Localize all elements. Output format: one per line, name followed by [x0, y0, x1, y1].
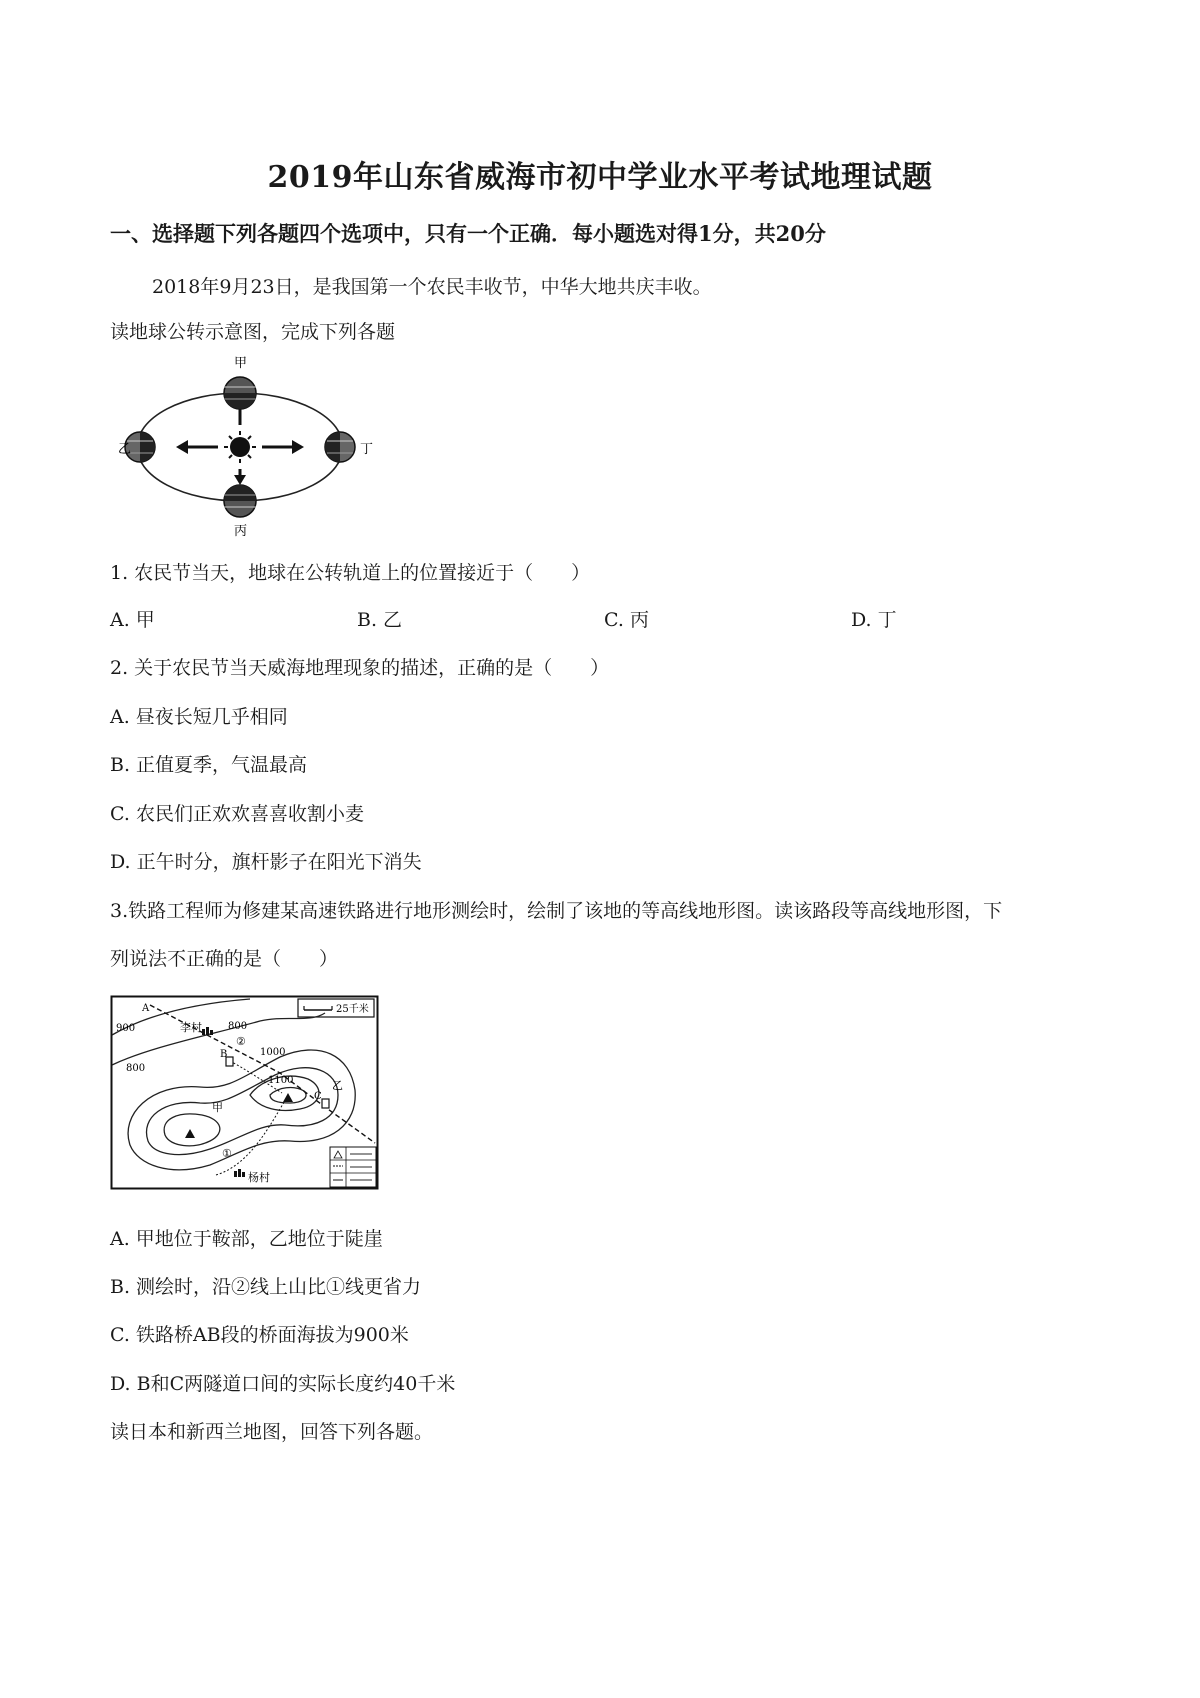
- point-label-yi: 乙: [332, 1079, 343, 1092]
- q1-option-c: C. 丙: [604, 609, 649, 631]
- contour-map: [110, 995, 380, 1195]
- contour-label-1100: 1100: [268, 1075, 294, 1086]
- section-heading: 一、选择题下列各题四个选项中，只有一个正确．每小题选对得1分，共20分: [110, 221, 826, 246]
- earth-ding: [325, 432, 355, 462]
- intro-text: 2018年9月23日，是我国第一个农民丰收节，中华大地共庆丰收。: [152, 276, 712, 298]
- q1-option-d: D. 丁: [851, 609, 897, 631]
- q1-option-a: A. 甲: [110, 609, 155, 631]
- label-ding: 丁: [360, 442, 374, 457]
- map-legend: [330, 1147, 376, 1187]
- label-yi: 乙: [118, 442, 132, 457]
- route-label-2: ②: [236, 1035, 246, 1048]
- q2-option-c: C. 农民们正欢欢喜喜收割小麦: [110, 803, 364, 825]
- sun: [224, 431, 256, 463]
- contour-label-900: 900: [116, 1023, 136, 1034]
- contour-label-800-north: 800: [228, 1021, 248, 1032]
- instruction-orbit: 读地球公转示意图，完成下列各题: [110, 321, 396, 343]
- point-label-c: C: [314, 1091, 322, 1102]
- earth-bing: [224, 485, 256, 517]
- q3-option-c: C. 铁路桥AB段的桥面海拔为900米: [110, 1324, 409, 1346]
- q1-option-b: B. 乙: [357, 609, 403, 631]
- q2-option-a: A. 昼夜长短几乎相同: [110, 706, 288, 728]
- village-label-li: 李村: [180, 1021, 202, 1034]
- q3-option-a: A. 甲地位于鞍部，乙地位于陡崖: [110, 1228, 383, 1250]
- route-label-1: ①: [222, 1147, 232, 1160]
- orbit-diagram: [118, 355, 378, 544]
- earth-jia: [224, 377, 256, 409]
- orbit-diagram-svg: [118, 355, 378, 540]
- q3-option-d: D. B和C两隧道口间的实际长度约40千米: [110, 1373, 456, 1395]
- scale-label: 25千米: [336, 1004, 369, 1015]
- page-title: 2019年山东省威海市初中学业水平考试地理试题: [267, 160, 933, 195]
- label-jia: 甲: [234, 356, 248, 371]
- contour-label-800-west: 800: [126, 1063, 146, 1074]
- q2-option-d: D. 正午时分，旗杆影子在阳光下消失: [110, 851, 422, 873]
- contour-map-svg: [110, 995, 380, 1191]
- label-bing: 丙: [234, 524, 248, 539]
- q1-stem: 1. 农民节当天，地球在公转轨道上的位置接近于（ ）: [110, 562, 591, 584]
- point-label-a: A: [142, 1003, 150, 1014]
- contour-label-1000: 1000: [260, 1047, 286, 1058]
- scale-bar: [298, 999, 374, 1017]
- instruction-maps: 读日本和新西兰地图，回答下列各题。: [110, 1421, 434, 1443]
- q2-stem: 2. 关于农民节当天威海地理现象的描述，正确的是（ ）: [110, 657, 610, 679]
- q2-option-b: B. 正值夏季，气温最高: [110, 754, 308, 776]
- point-label-jia: 甲: [212, 1101, 223, 1114]
- q3-option-b: B. 测绘时，沿②线上山比①线更省力: [110, 1276, 422, 1298]
- q3-stem-line2: 列说法不正确的是（ ）: [110, 948, 339, 970]
- point-label-b: B: [220, 1049, 228, 1060]
- village-label-yang: 杨村: [248, 1171, 270, 1184]
- q3-stem-line1: 3.铁路工程师为修建某高速铁路进行地形测绘时，绘制了该地的等高线地形图。读该路段等高线地形图，下: [110, 900, 1003, 922]
